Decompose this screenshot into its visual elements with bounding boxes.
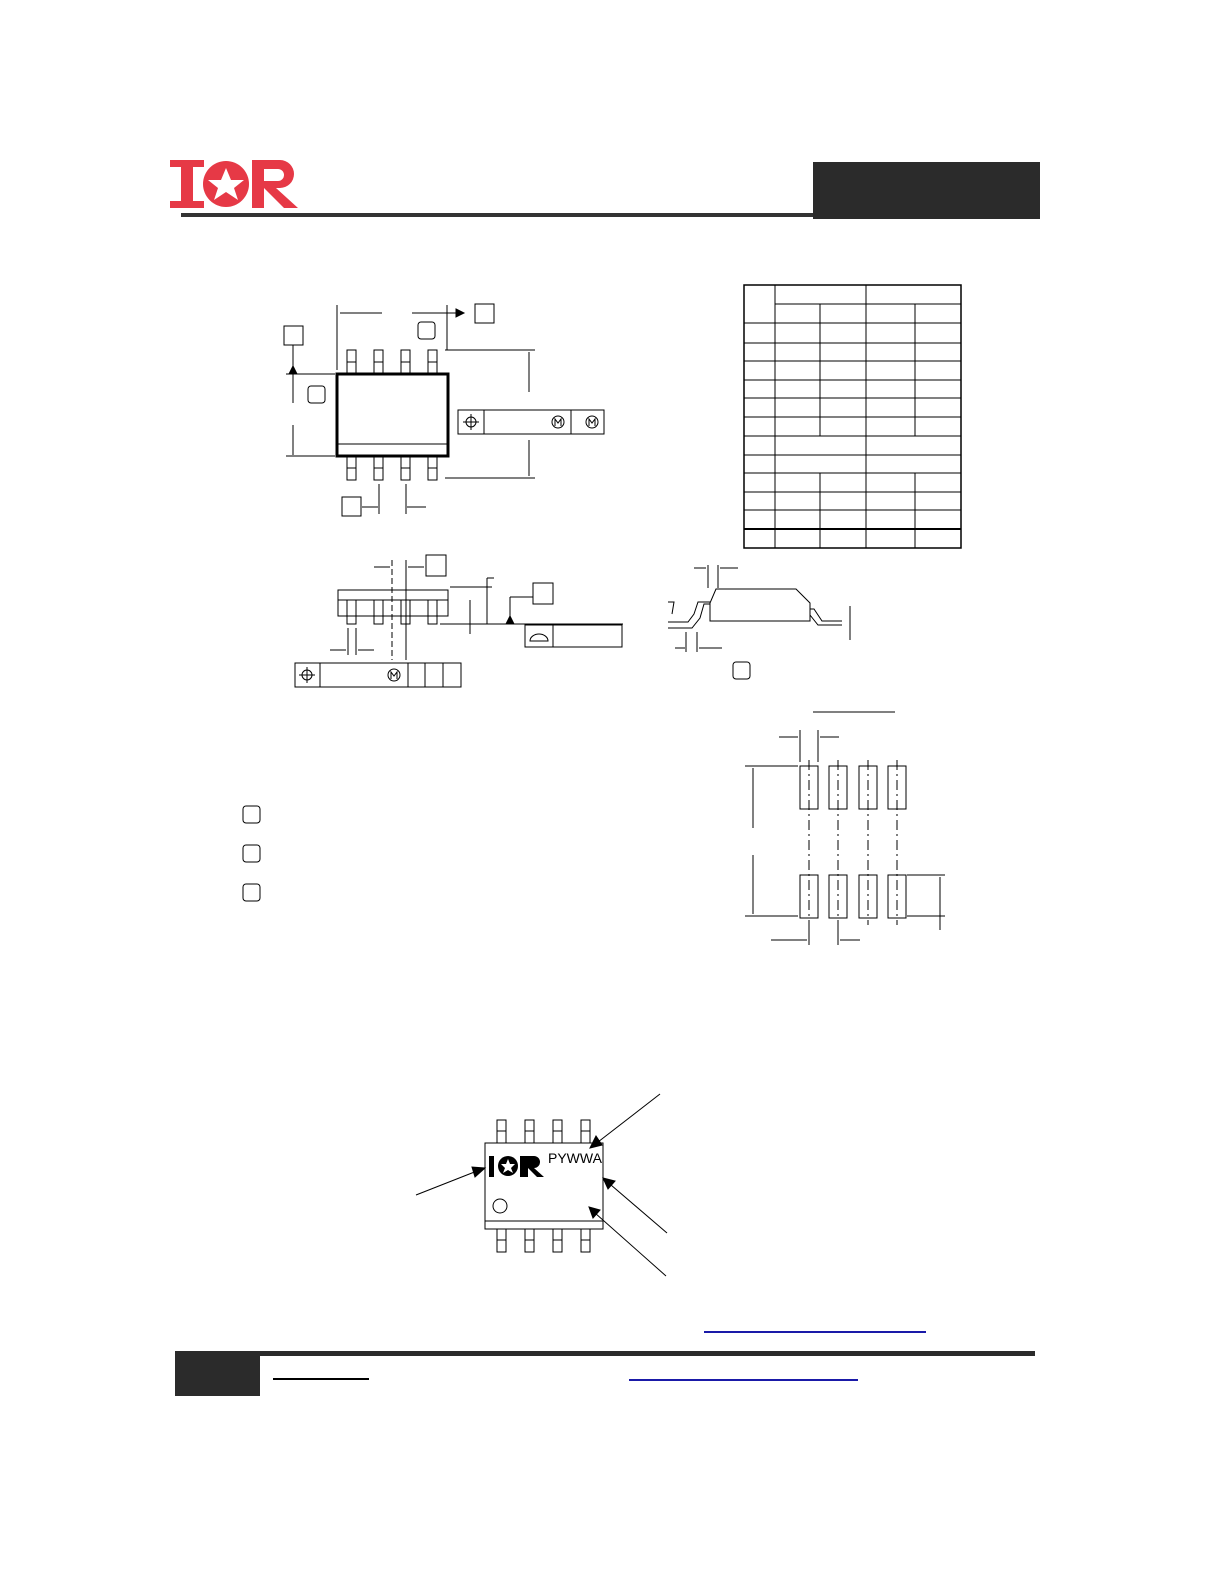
position-tolerance-icon [463, 414, 479, 430]
flatness-icon [530, 634, 548, 641]
footprint-view [745, 712, 945, 945]
mmc-modifier-icon [552, 416, 598, 428]
website-link-underline[interactable] [704, 1331, 926, 1333]
marking-code: PYWWA [548, 1150, 602, 1166]
part-marking-package [416, 1094, 667, 1276]
side-view [295, 555, 623, 687]
logo-text: IOR [0, 0, 2, 1]
end-view [668, 565, 850, 679]
dimension-table [744, 285, 961, 548]
marking-logo [489, 1156, 544, 1177]
footer-page-tab [175, 1352, 260, 1396]
footer-doc-rule [273, 1378, 369, 1380]
footer-website-link[interactable] [629, 1379, 858, 1381]
ir-logo [0, 0, 298, 208]
note-symbols [243, 806, 260, 901]
top-view [284, 304, 604, 516]
footer-rule [175, 1351, 1035, 1356]
